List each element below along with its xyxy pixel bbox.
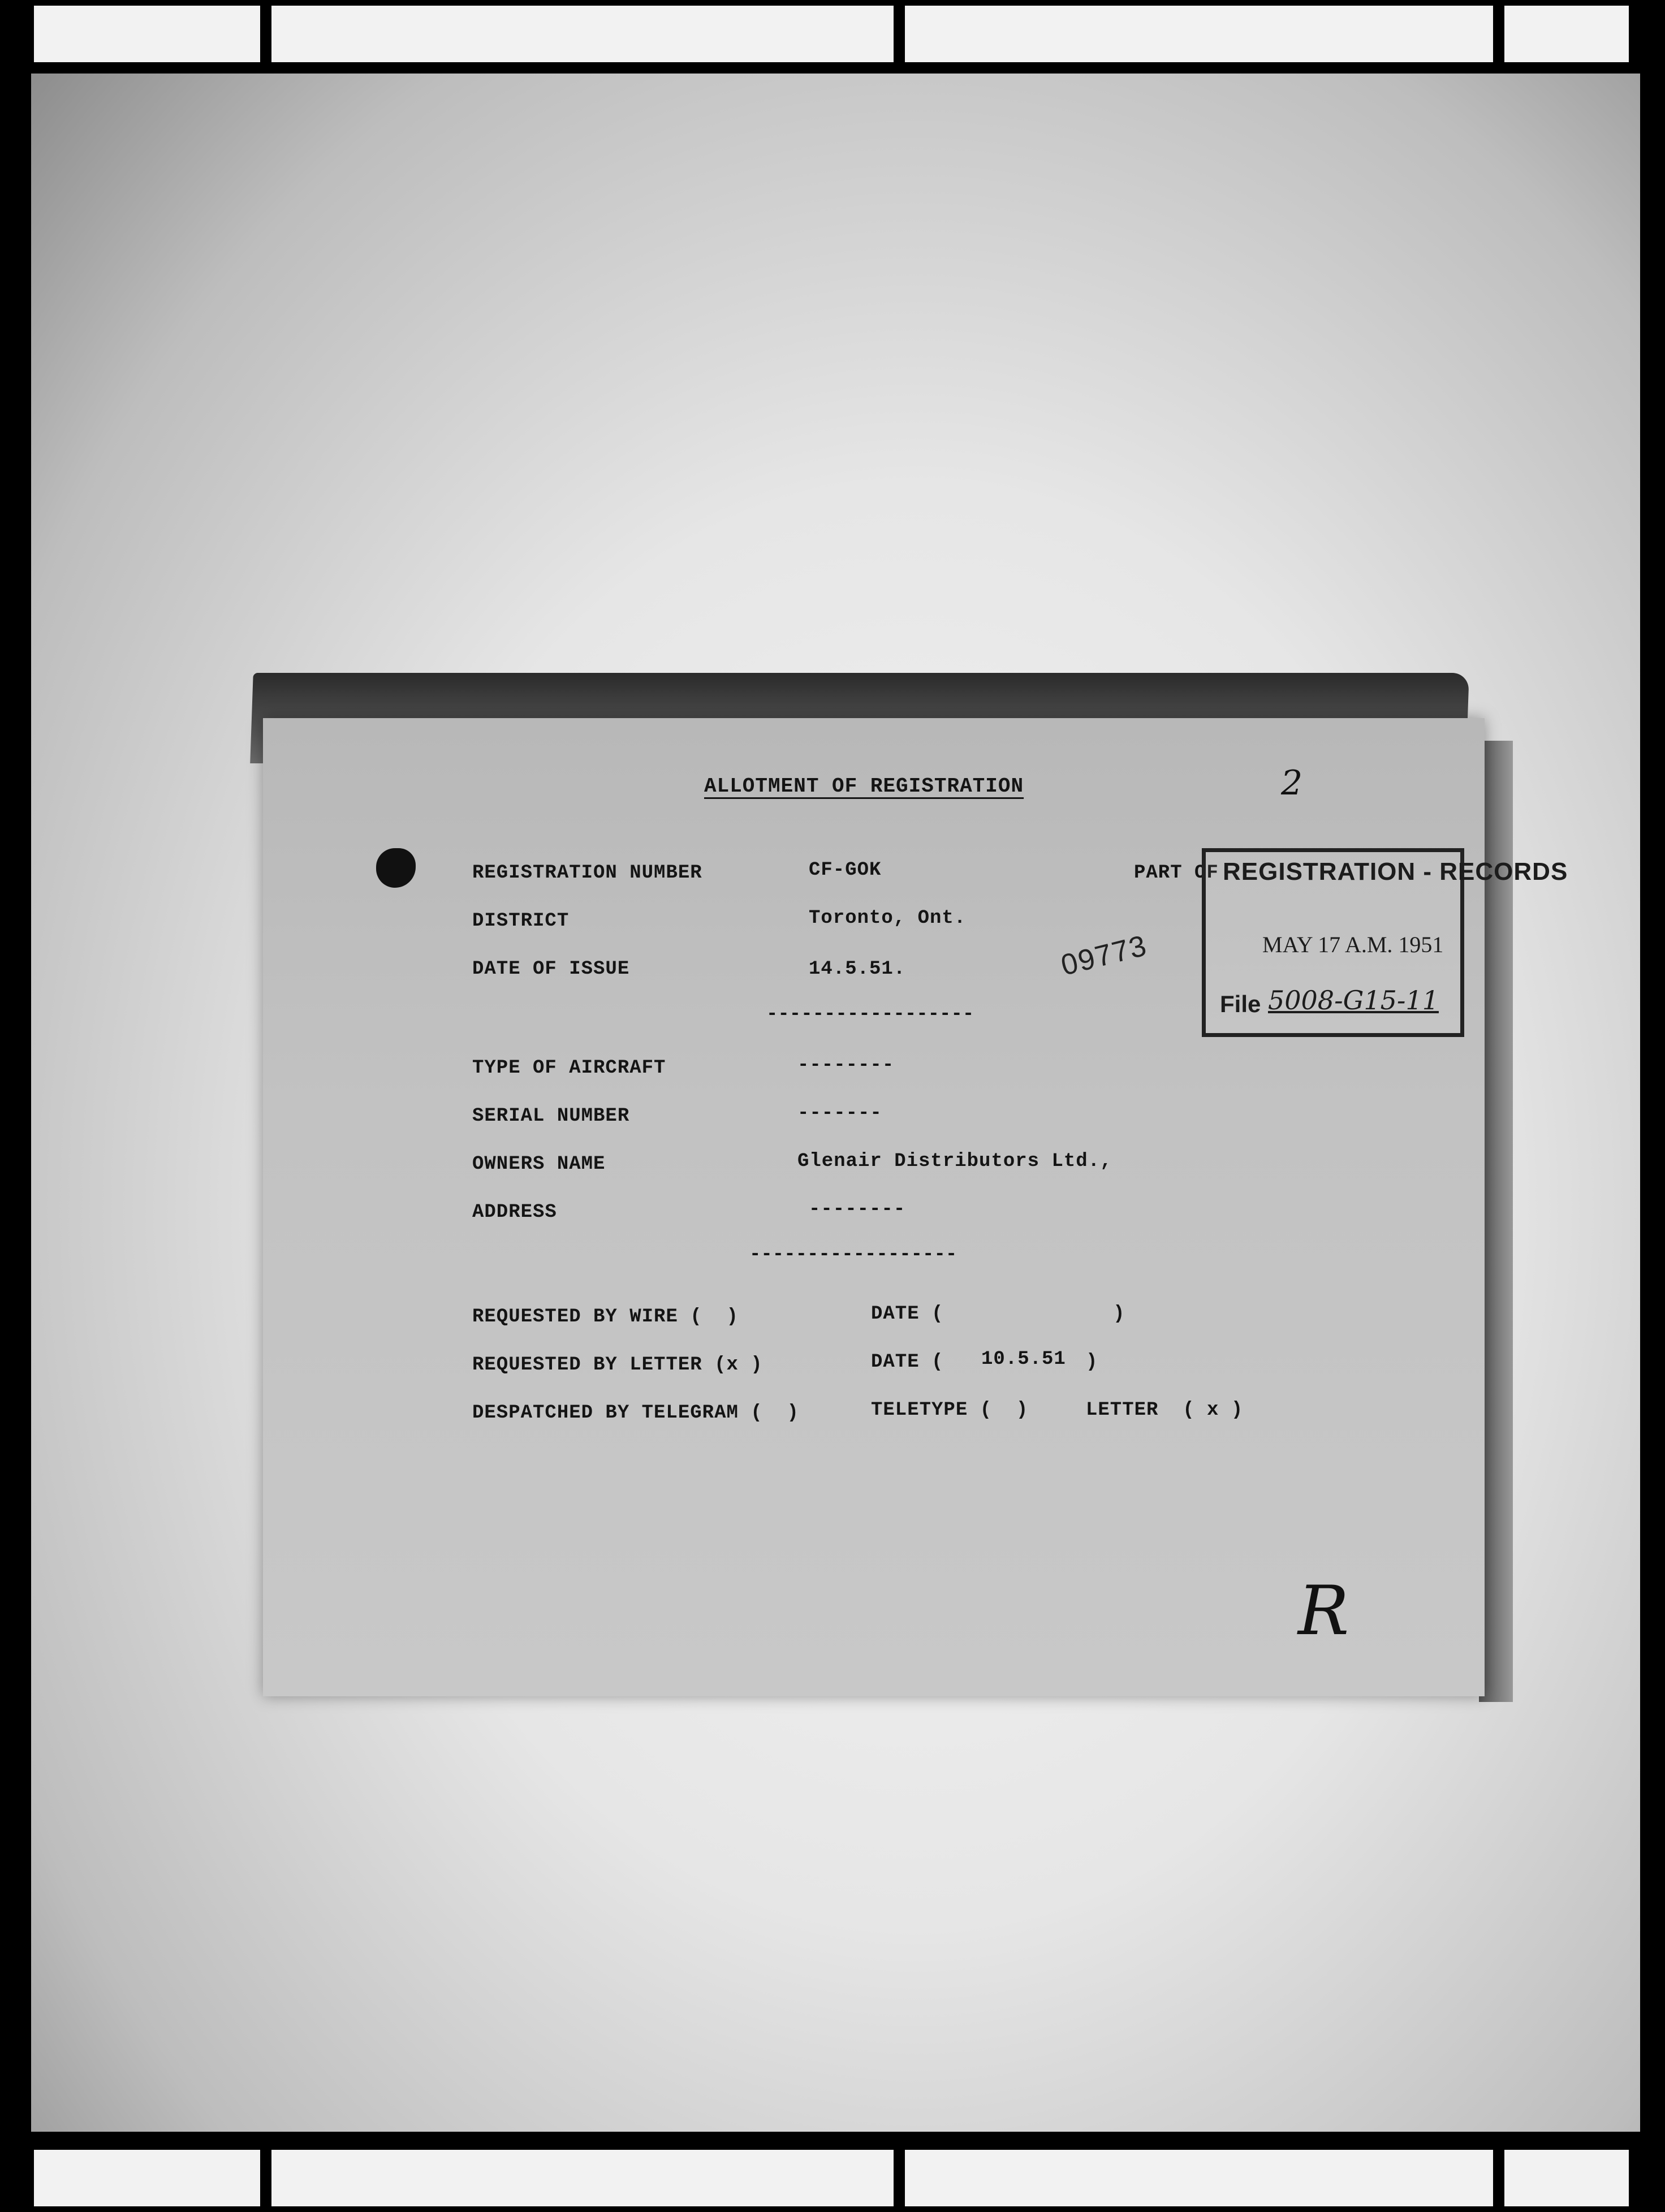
despatched-by-telegram: DESPATCHED BY TELEGRAM ( ) [472,1402,799,1424]
punch-hole [376,848,416,888]
field-label-owners-name: OWNERS NAME [472,1153,606,1175]
requested-by-letter: REQUESTED BY LETTER (x ) [472,1354,763,1376]
stamp-file-number: 5008-G15-11 [1268,985,1439,1016]
film-strip-top [0,0,1665,68]
field-label-type-of-aircraft: TYPE OF AIRCRAFT [472,1057,666,1079]
field-value-date-of-issue: 14.5.51. [809,958,906,980]
letter-date-value: 10.5.51 [981,1349,1066,1370]
document-title: ALLOTMENT OF REGISTRATION [704,775,1024,798]
letter-date-label: DATE ( [871,1351,944,1373]
field-label-date-of-issue: DATE OF ISSUE [472,958,630,980]
stamp-title: REGISTRATION - RECORDS [1223,858,1568,885]
field-label-registration-number: REGISTRATION NUMBER [472,862,702,884]
stamp-date: MAY 17 A.M. 1951 [1262,932,1444,957]
field-value-type-of-aircraft: -------- [797,1055,895,1076]
field-value-serial-number: ------- [797,1103,882,1124]
page-mark: 2 [1281,763,1303,803]
part-of-label: PART OF [1134,862,1219,884]
wire-date: DATE ( ) [871,1303,1125,1325]
separator-line-2: ------------------ [749,1244,957,1265]
field-value-registration-number: CF-GOK [809,859,882,881]
registration-records-stamp [1202,848,1568,1037]
reference-number: 09773 [1058,929,1151,982]
requested-by-wire: REQUESTED BY WIRE ( ) [472,1306,739,1328]
field-label-serial-number: SERIAL NUMBER [472,1105,630,1127]
teletype: TELETYPE ( ) [871,1399,1029,1421]
field-label-district: DISTRICT [472,910,570,932]
stamp-file-label: File [1220,991,1261,1017]
handwritten-initial: R [1298,1572,1349,1651]
field-value-owners-name: Glenair Distributors Ltd., [797,1151,1112,1172]
field-label-address: ADDRESS [472,1202,557,1223]
registration-card [263,718,1568,1696]
field-value-address: -------- [809,1199,906,1220]
despatch-letter: LETTER ( x ) [1086,1399,1244,1421]
separator-line: ------------------ [766,1004,974,1025]
letter-date-close: ) [1086,1351,1098,1373]
film-strip-bottom [0,2144,1665,2212]
scanned-photo [31,74,1640,2132]
field-value-district: Toronto, Ont. [809,908,967,929]
